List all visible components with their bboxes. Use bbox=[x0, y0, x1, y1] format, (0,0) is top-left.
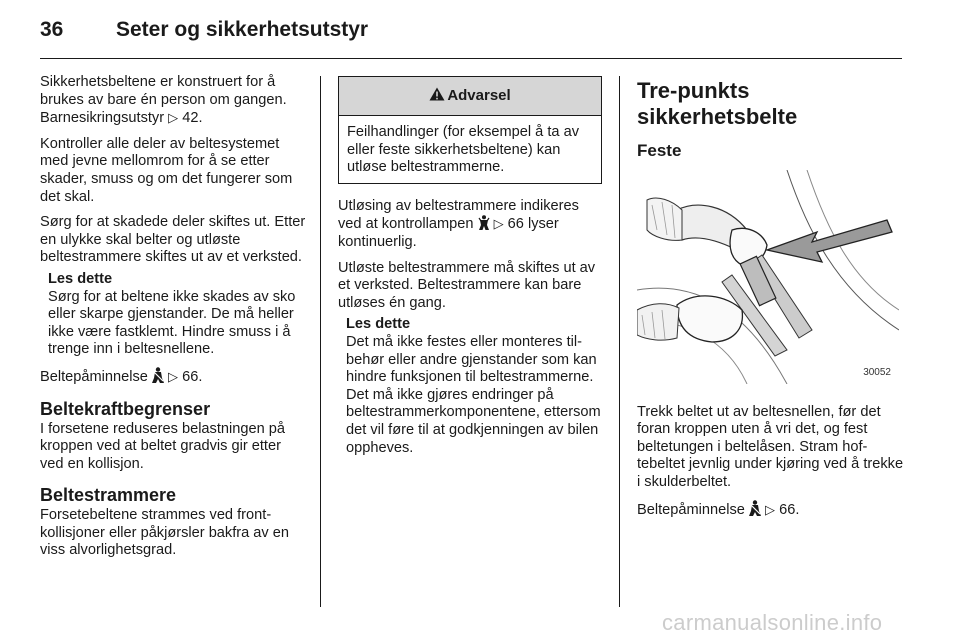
paragraph-seatbelt-intro: Sikkerhetsbeltene er konstruert for å brukes av bare én person om gangen. Barnesikringsutstyr ▷ 42. bbox=[40, 74, 287, 127]
watermark: carmanualsonline.info bbox=[662, 610, 883, 635]
column-1 bbox=[40, 74, 308, 568]
figure-code: 30052 bbox=[863, 367, 891, 378]
seatbelt-icon bbox=[749, 502, 765, 518]
page-header bbox=[40, 16, 900, 48]
note-box bbox=[346, 316, 606, 457]
cross-reference-link[interactable]: 42. bbox=[182, 110, 203, 127]
chapter-title: Seter og sikkerhetsutstyr bbox=[116, 18, 369, 41]
paragraph-indicator-lamp: Utløsing av beltestrammere indikeres ved at kontrollampen ▷ 66 lyser kontinuerlig. bbox=[338, 197, 579, 250]
cross-reference-arrow-icon: ▷ bbox=[493, 216, 504, 232]
paragraph-replace-pretensioner: Utløste beltestrammere må skiftes ut av et verksted. Beltestrammere kan bare utløses én gang. bbox=[338, 259, 596, 311]
cross-reference-link[interactable]: 66 lyser kontinuerlig. bbox=[338, 216, 559, 250]
note-title: Les dette bbox=[48, 270, 113, 287]
paragraph-pretensioners: Forsetebeltene strammes ved frontkollisjoner eller påkjørsler bakfra av en viss alvorlighetsgrad. bbox=[40, 507, 290, 559]
column-divider-right bbox=[619, 76, 620, 607]
paragraph-fasten-instructions: Trekk beltet ut av beltesnellen, før det foran kroppen uten å vri det, og fest beltetungen i beltelåsen. Stram hoftebeltet jevnlig under kjøring ved å trekke i skulderbeltet. bbox=[637, 403, 904, 490]
warning-triangle-icon bbox=[429, 87, 445, 105]
note-text: Det må ikke festes eller monteres tilbehør eller andre gjenstander som kan hindre funksjonen til beltestrammerne. Det må ikke gjøres endringer på beltestrammerkomponentene, ettersom det vil føre til at godkjenningen av bilen oppheves. bbox=[346, 333, 601, 456]
cross-reference-link[interactable]: 66. bbox=[779, 501, 800, 518]
cross-reference-arrow-icon: ▷ bbox=[765, 501, 776, 517]
note-box bbox=[48, 271, 308, 359]
cross-reference-link[interactable]: 66. bbox=[182, 368, 203, 385]
paragraph-belt-reminder: Beltepåminnelse ▷ 66. bbox=[637, 501, 800, 518]
heading-pretensioners: Beltestrammere bbox=[40, 485, 177, 506]
cross-reference-arrow-icon: ▷ bbox=[168, 110, 179, 126]
section-subtitle: Feste bbox=[637, 141, 682, 160]
cross-reference-arrow-icon: ▷ bbox=[168, 368, 179, 384]
section-title: Tre-punkts sikkerhetsbelte bbox=[637, 78, 798, 129]
paragraph-inspection: Kontroller alle deler av beltesystemet med jevne mellomrom for å se etter skader, smuss og om det fungerer som det skal. bbox=[40, 135, 293, 205]
seatbelt-fastening-illustration bbox=[637, 170, 899, 384]
column-3 bbox=[637, 74, 907, 527]
column-divider-left bbox=[320, 76, 321, 607]
heading-force-limiter: Beltekraftbegrenser bbox=[40, 398, 211, 419]
warning-text: Feilhandlinger (for eksempel å ta av eller feste sikkerhetsbeltene) kan utløse beltestrammerne. bbox=[347, 124, 579, 176]
page-number: 36 bbox=[40, 18, 64, 41]
warning-title: Advarsel bbox=[447, 87, 511, 105]
column-2 bbox=[338, 76, 606, 465]
paragraph-belt-reminder: Beltepåminnelse ▷ 66. bbox=[40, 368, 203, 385]
note-text: Sørg for at beltene ikke skades av sko eller skarpe gjenstander. De må heller ikke være fastklemt. Hindre smuss i å trenge inn i beltesnellene. bbox=[48, 288, 296, 358]
warning-header bbox=[339, 77, 601, 116]
header-rule bbox=[40, 58, 902, 59]
seatbelt-buckle-illustration-icon bbox=[637, 170, 899, 384]
note-title: Les dette bbox=[346, 316, 411, 333]
paragraph-replacement: Sørg for at skadede deler skiftes ut. Etter en ulykke skal belter og utløste beltestrammere skiftes ut av et verksted. bbox=[40, 214, 306, 266]
pretensioner-warning-lamp-icon bbox=[478, 216, 494, 232]
seatbelt-icon bbox=[152, 369, 168, 385]
paragraph-force-limiter: I forsetene reduseres belastningen på kroppen ved at beltet gradvis gir etter ved en kollisjon. bbox=[40, 420, 286, 472]
warning-box bbox=[338, 76, 602, 184]
